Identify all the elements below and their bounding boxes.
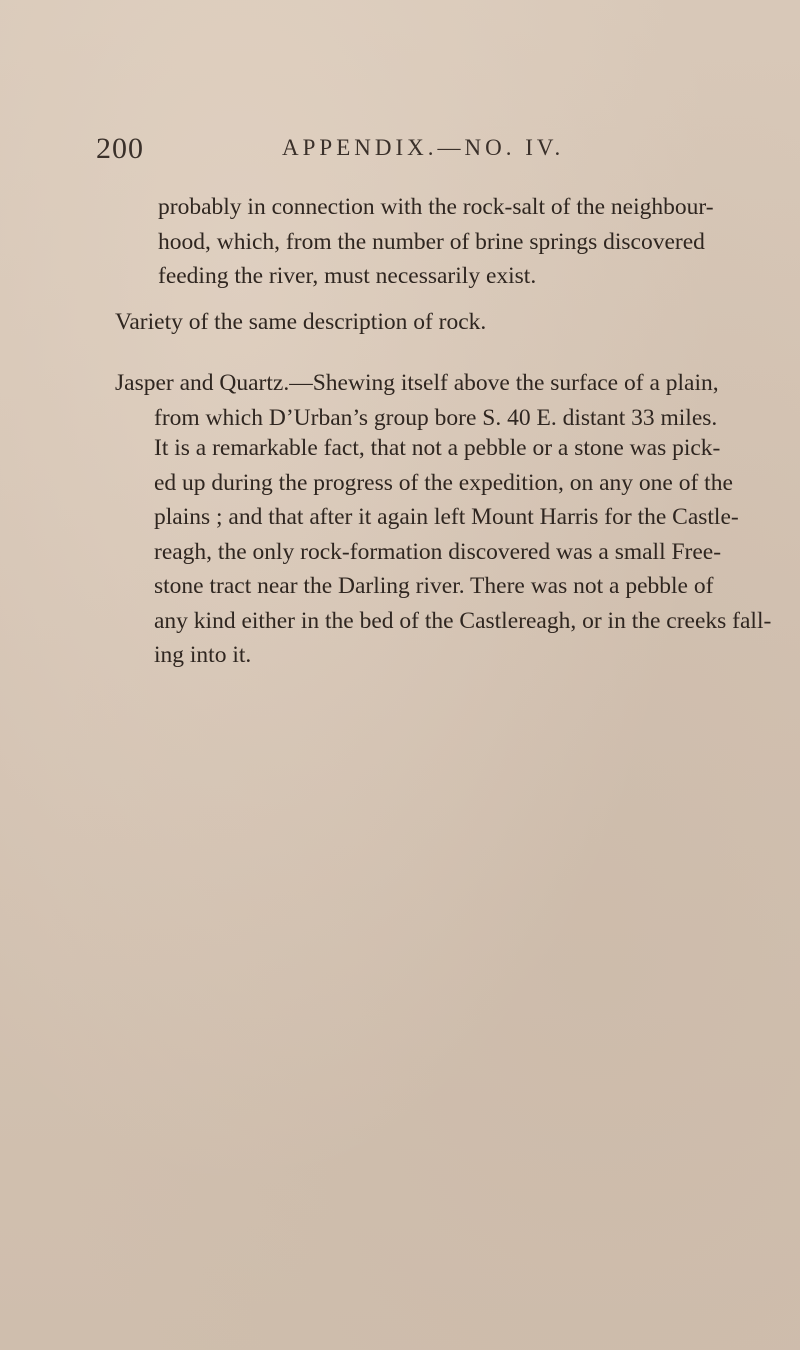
- specimen-heading: [115, 305, 486, 340]
- text-line: ed up during the progress of the expedition, on any one of the: [154, 469, 733, 496]
- text-line: any kind either in the bed of the Castlereagh, or in the creeks fall-: [154, 607, 772, 634]
- paragraph-remark: [115, 431, 771, 673]
- text-line: ing into it.: [154, 642, 252, 668]
- text-line: stone tract near the Darling river. There was not a pebble of: [154, 573, 714, 599]
- text-line: Variety of the same description of rock.: [115, 309, 487, 335]
- page-number: 200: [96, 132, 144, 165]
- text-line: from which D’Urban’s group bore S. 40 E. distant 33 miles.: [154, 404, 718, 431]
- specimen-entry-jasper-quartz: [115, 366, 719, 435]
- paragraph-continuation: [158, 190, 714, 294]
- text-line: Jasper and Quartz.—Shewing itself above the surface of a plain,: [115, 370, 719, 396]
- text-line: probably in connection with the rock-salt of the neighbour-: [158, 194, 714, 220]
- text-line: feeding the river, must necessarily exist.: [158, 263, 537, 289]
- running-title: APPENDIX.—NO. IV.: [282, 135, 565, 160]
- running-head: [96, 132, 756, 172]
- text-line: hood, which, from the number of brine springs discovered: [158, 228, 705, 255]
- text-line: It is a remarkable fact, that not a pebble or a stone was pick-: [154, 435, 721, 461]
- text-line: reagh, the only rock-formation discovered was a small Free-: [154, 538, 722, 565]
- text-line: plains ; and that after it again left Mount Harris for the Castle-: [154, 504, 739, 530]
